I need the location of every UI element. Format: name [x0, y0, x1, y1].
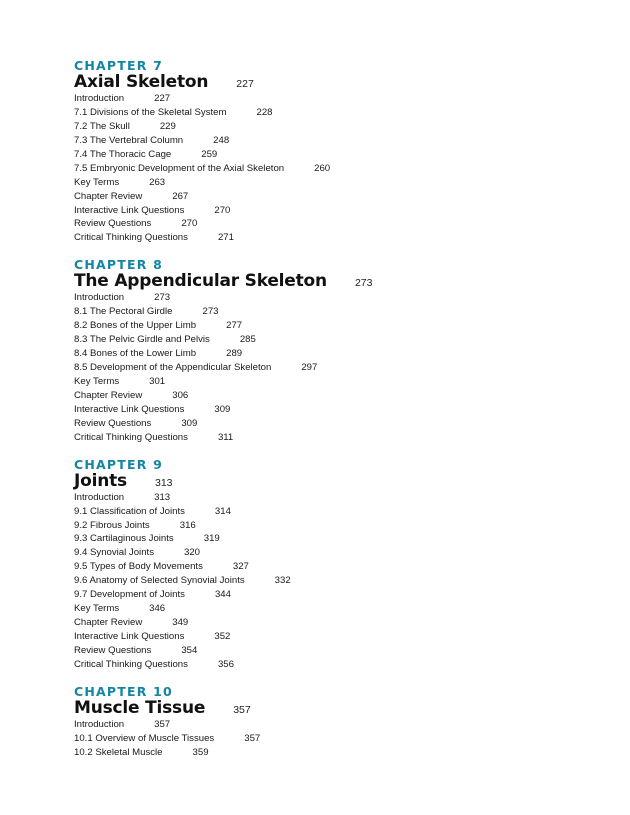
toc-entry-title: Introduction: [74, 292, 125, 304]
toc-entry[interactable]: [74, 718, 594, 732]
toc-entry[interactable]: [74, 602, 594, 616]
toc-entry-title: 9.1 Classification of Joints: [74, 505, 185, 517]
toc-entry[interactable]: [74, 333, 594, 347]
chapter-title: Joints: [74, 470, 127, 491]
chapter-label: CHAPTER 7: [74, 58, 164, 73]
toc-entry-title: Critical Thinking Questions: [74, 658, 188, 670]
toc-entry[interactable]: [74, 148, 594, 162]
toc-entry-title: 9.6 Anatomy of Selected Synovial Joints: [74, 575, 245, 587]
toc-entry-title: Key Terms: [74, 176, 120, 188]
toc-entry-title: Introduction: [74, 93, 125, 104]
toc-entry-page-number: 311: [217, 431, 234, 443]
toc-entry-title: Introduction: [74, 491, 125, 503]
toc-entry[interactable]: [74, 491, 594, 505]
toc-entry-page-number: 259: [201, 148, 218, 160]
toc-entry-page-number: 301: [149, 375, 166, 387]
toc-entry[interactable]: [74, 162, 594, 176]
toc-entry-title: 7.5 Embryonic Development of the Axial Skeleton: [74, 162, 285, 174]
toc-entry-page-number: 277: [226, 320, 243, 332]
toc-entry[interactable]: [74, 431, 594, 445]
chapter-title-row[interactable]: [74, 472, 594, 491]
chapter-page-number: 313: [154, 476, 173, 489]
chapter-section: [74, 257, 594, 444]
toc-entry-page-number: 349: [172, 617, 189, 629]
toc-entry[interactable]: [74, 291, 594, 305]
chapter-page-number: 357: [233, 703, 251, 716]
chapter-label: CHAPTER 10: [74, 683, 173, 699]
toc-entry-title: Chapter Review: [74, 190, 143, 202]
chapter-title-row[interactable]: [74, 699, 594, 718]
toc-entry-page-number: 316: [179, 519, 196, 531]
toc-entry-page-number: 289: [226, 348, 243, 360]
toc-entry[interactable]: [74, 231, 594, 245]
toc-entry-title: Interactive Link Questions: [74, 631, 185, 642]
toc-entry[interactable]: [74, 505, 594, 519]
toc-entry[interactable]: [74, 403, 594, 417]
toc-entry-page-number: 356: [217, 658, 234, 670]
chapter-page-number: 227: [236, 78, 254, 90]
toc-entry-title: Introduction: [74, 718, 125, 730]
toc-entry[interactable]: [74, 588, 594, 602]
toc-entry-title: Key Terms: [74, 375, 120, 387]
toc-entry[interactable]: [74, 106, 594, 120]
toc-entry-title: Critical Thinking Questions: [74, 431, 188, 443]
toc-entry-page-number: 309: [214, 403, 231, 415]
table-of-contents: [74, 58, 594, 772]
toc-entry-title: 8.5 Development of the Appendicular Skeleton: [74, 362, 272, 373]
toc-entry[interactable]: [74, 746, 594, 760]
toc-entry[interactable]: [74, 120, 594, 134]
toc-entry-page-number: 332: [274, 575, 291, 587]
toc-entry-page-number: 319: [203, 533, 220, 545]
toc-entry[interactable]: [74, 417, 594, 431]
toc-entry-page-number: 263: [149, 176, 166, 188]
chapter-label: CHAPTER 8: [74, 257, 164, 273]
toc-entry[interactable]: [74, 134, 594, 148]
chapter-section: [74, 684, 594, 760]
chapter-title: Axial Skeleton: [74, 72, 209, 92]
toc-entry[interactable]: [74, 176, 594, 190]
toc-entry-title: 9.2 Fibrous Joints: [74, 519, 150, 531]
toc-entry-page-number: 267: [172, 190, 189, 202]
toc-entry-title: 8.4 Bones of the Lower Limb: [74, 348, 197, 360]
chapter-title-row[interactable]: [74, 73, 594, 92]
chapter-title: Muscle Tissue: [74, 697, 206, 718]
toc-entry-title: 7.4 The Thoracic Cage: [74, 148, 172, 160]
toc-entry[interactable]: [74, 732, 594, 746]
toc-entry-page-number: 270: [214, 204, 231, 216]
toc-entry[interactable]: [74, 375, 594, 389]
toc-entry[interactable]: [74, 532, 594, 546]
toc-entry-page-number: 271: [217, 232, 234, 244]
toc-entry-title: Review Questions: [74, 644, 152, 656]
toc-entry-title: 9.7 Development of Joints: [74, 589, 185, 601]
toc-entry-page-number: 313: [154, 491, 171, 503]
toc-entry-title: 8.2 Bones of the Upper Limb: [74, 320, 197, 332]
chapter-title-row[interactable]: [74, 272, 594, 291]
toc-entry-page-number: 359: [192, 746, 209, 758]
chapter-label: CHAPTER 9: [74, 456, 164, 472]
toc-entry-title: Key Terms: [74, 603, 120, 615]
toc-entry[interactable]: [74, 319, 594, 333]
toc-entry-page-number: 273: [202, 306, 219, 318]
toc-entry[interactable]: [74, 92, 594, 106]
toc-entry-title: 9.5 Types of Body Movements: [74, 561, 203, 573]
toc-entry[interactable]: [74, 644, 594, 658]
toc-entry-title: 7.3 The Vertebral Column: [74, 134, 184, 146]
chapter-title: The Appendicular Skeleton: [74, 271, 327, 292]
chapter-page-number: 273: [354, 277, 373, 290]
toc-entry[interactable]: [74, 305, 594, 319]
toc-entry-page-number: 260: [314, 162, 331, 174]
toc-entry-title: Interactive Link Questions: [74, 204, 185, 216]
toc-entry-title: 7.2 The Skull: [74, 120, 130, 132]
toc-entry[interactable]: [74, 361, 594, 375]
toc-entry-title: Critical Thinking Questions: [74, 232, 188, 244]
toc-entry-page-number: 352: [214, 631, 231, 642]
toc-entry-page-number: 306: [172, 389, 189, 401]
toc-entry-title: Chapter Review: [74, 389, 143, 401]
toc-entry[interactable]: [74, 546, 594, 560]
toc-entry-title: 10.1 Overview of Muscle Tissues: [74, 732, 215, 744]
toc-entry[interactable]: [74, 190, 594, 204]
toc-entry-page-number: 285: [239, 334, 256, 346]
toc-entry-page-number: 344: [214, 589, 231, 601]
toc-entry-page-number: 273: [154, 292, 171, 304]
toc-entry-page-number: 357: [244, 732, 261, 744]
toc-entry[interactable]: [74, 519, 594, 533]
toc-entry-title: 8.1 The Pectoral Girdle: [74, 306, 173, 318]
toc-entry-title: Review Questions: [74, 417, 152, 429]
chapter-section: [74, 58, 594, 245]
toc-entry-page-number: 228: [256, 106, 273, 118]
toc-entry-page-number: 309: [181, 417, 198, 429]
toc-entry-title: 9.3 Cartilaginous Joints: [74, 533, 174, 545]
toc-entry-page-number: 248: [213, 134, 230, 146]
chapter-section: [74, 457, 594, 672]
toc-entry[interactable]: [74, 204, 594, 218]
toc-entry-title: Chapter Review: [74, 617, 143, 629]
toc-entry[interactable]: [74, 574, 594, 588]
toc-entry[interactable]: [74, 217, 594, 231]
toc-entry[interactable]: [74, 560, 594, 574]
toc-entry[interactable]: [74, 389, 594, 403]
toc-entry-page-number: 327: [232, 561, 249, 573]
toc-entry-title: 8.3 The Pelvic Girdle and Pelvis: [74, 334, 210, 346]
toc-entry-title: 9.4 Synovial Joints: [74, 547, 154, 559]
toc-entry[interactable]: [74, 616, 594, 630]
toc-entry-page-number: 320: [184, 547, 201, 559]
toc-entry-page-number: 354: [181, 644, 198, 656]
toc-entry[interactable]: [74, 658, 594, 672]
toc-entry[interactable]: [74, 347, 594, 361]
toc-entry-page-number: 297: [301, 362, 318, 373]
toc-entry[interactable]: [74, 630, 594, 644]
toc-entry-page-number: 229: [159, 120, 176, 132]
toc-entry-page-number: 314: [214, 505, 231, 517]
toc-entry-title: 7.1 Divisions of the Skeletal System: [74, 106, 227, 118]
toc-entry-title: Interactive Link Questions: [74, 403, 185, 415]
toc-entry-page-number: 357: [154, 718, 171, 730]
toc-entry-title: 10.2 Skeletal Muscle: [74, 746, 163, 758]
toc-entry-page-number: 270: [181, 218, 198, 230]
toc-entry-page-number: 227: [154, 93, 171, 104]
toc-entry-title: Review Questions: [74, 218, 152, 230]
toc-entry-page-number: 346: [149, 603, 166, 615]
